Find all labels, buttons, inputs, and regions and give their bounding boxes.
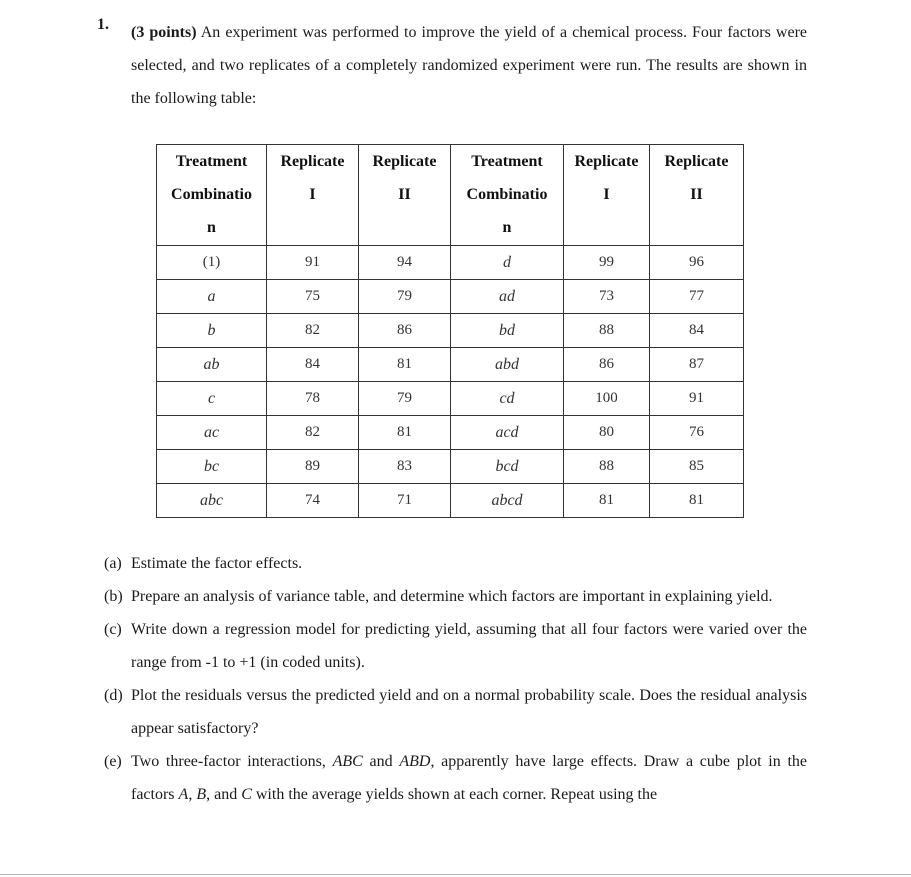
yield-cell: 82 [267,314,359,348]
question-intro-text: An experiment was performed to improve the yield of a chemical process. Four factors were selected, and two replicates of a completely randomized experiment were run. The results are shown in the following table: [131,24,808,107]
yield-cell: 91 [650,382,744,416]
yield-cell: 89 [267,450,359,484]
header-replicate-ii-1: Replicate II [359,145,451,246]
yield-cell: 100 [564,382,650,416]
yield-cell: 75 [267,280,359,314]
header-treatment-1: Treatment Combinatio n [157,145,267,246]
yield-cell: 81 [650,484,744,518]
treatment-cell: acd [451,416,564,450]
treatment-cell: cd [451,382,564,416]
part-d: (d) Plot the residuals versus the predicted yield and on a normal probability scale. Does the residual analysis appear satisfactory? [104,687,807,737]
treatment-cell: bc [157,450,267,484]
yield-cell: 74 [267,484,359,518]
question-points: (3 points) [131,24,197,41]
question-parts [104,547,807,811]
yield-cell: 99 [564,246,650,280]
treatment-cell: bd [451,314,564,348]
yield-cell: 87 [650,348,744,382]
yield-cell: 84 [267,348,359,382]
part-b: (b) Prepare an analysis of variance table, and determine which factors are important in explaining yield. [104,588,773,605]
table-row [157,348,744,382]
treatment-cell: ab [157,348,267,382]
question-number: 1. [97,16,109,33]
treatment-cell: d [451,246,564,280]
yield-cell: 76 [650,416,744,450]
header-replicate-i-2: Replicate I [564,145,650,246]
yield-cell: 91 [267,246,359,280]
yield-cell: 88 [564,450,650,484]
treatment-cell: ac [157,416,267,450]
treatment-cell: abcd [451,484,564,518]
yield-cell: 77 [650,280,744,314]
table-row [157,450,744,484]
header-replicate-ii-2: Replicate II [650,145,744,246]
table-row [157,314,744,348]
treatment-cell: a [157,280,267,314]
yield-cell: 94 [359,246,451,280]
results-table [156,144,744,518]
bottom-divider [0,874,911,875]
treatment-cell: ad [451,280,564,314]
yield-cell: 85 [650,450,744,484]
yield-cell: 81 [359,416,451,450]
table-header-row [157,145,744,246]
yield-cell: 79 [359,280,451,314]
yield-cell: 81 [564,484,650,518]
table-row [157,280,744,314]
yield-cell: 71 [359,484,451,518]
table-row [157,484,744,518]
header-treatment-2: Treatment Combinatio n [451,145,564,246]
yield-cell: 79 [359,382,451,416]
treatment-cell: abc [157,484,267,518]
yield-cell: 80 [564,416,650,450]
treatment-cell: bcd [451,450,564,484]
table-row [157,246,744,280]
treatment-cell: b [157,314,267,348]
part-a: (a) Estimate the factor effects. [104,555,303,572]
yield-cell: 86 [359,314,451,348]
yield-cell: 88 [564,314,650,348]
yield-cell: 83 [359,450,451,484]
yield-cell: 73 [564,280,650,314]
yield-cell: 86 [564,348,650,382]
yield-cell: 82 [267,416,359,450]
header-replicate-i-1: Replicate I [267,145,359,246]
yield-cell: 96 [650,246,744,280]
question-intro [131,16,807,115]
treatment-cell: abd [451,348,564,382]
part-e: (e) Two three-factor interactions, ABC and ABD, apparently have large effects. Draw a cube plot in the factors A, B, and C with the average yields shown at each corner. Repeat using the [104,753,808,803]
table-row [157,416,744,450]
part-c: (c) Write down a regression model for predicting yield, assuming that all four factors were varied over the range from -1 to +1 (in coded units). [104,621,807,671]
yield-cell: 78 [267,382,359,416]
treatment-cell: (1) [157,246,267,280]
treatment-cell: c [157,382,267,416]
table-row [157,382,744,416]
yield-cell: 84 [650,314,744,348]
yield-cell: 81 [359,348,451,382]
